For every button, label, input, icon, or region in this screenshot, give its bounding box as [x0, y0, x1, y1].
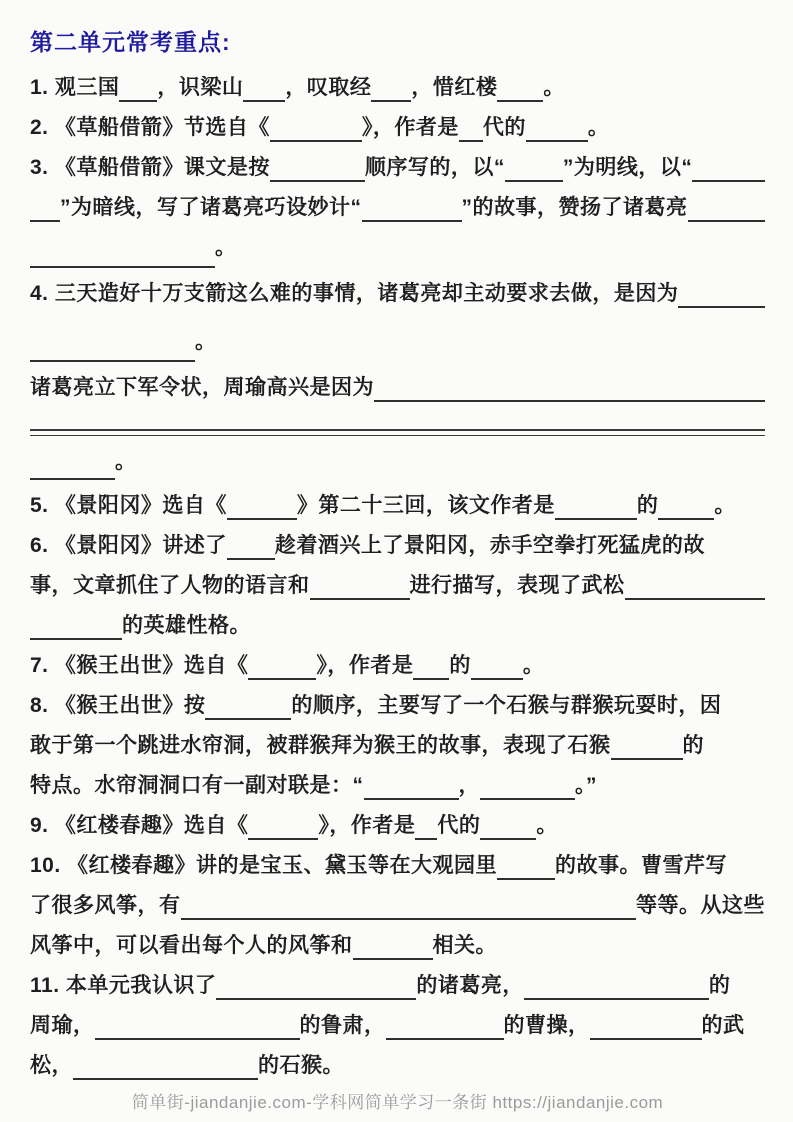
line-q4-l1: [30, 274, 765, 314]
text-segment: 顺序写的，以“: [364, 156, 505, 179]
text-segment: 代的: [437, 814, 481, 837]
text-segment: 代的: [482, 116, 526, 139]
line-answer-tail: [30, 442, 765, 486]
line-q8-l2: [30, 726, 765, 766]
line-q7: [30, 646, 765, 686]
text-segment: ”为暗线，写了诸葛亮巧设妙计“: [60, 196, 362, 219]
text-segment: 8. 《猴王出世》按: [30, 694, 206, 717]
text-segment: 7. 《猴王出世》选自《: [30, 654, 249, 677]
text-segment: 3. 《草船借箭》课文是按: [30, 156, 270, 179]
text-segment: 了很多风筝，有: [30, 894, 181, 917]
line-q11-l3: [30, 1046, 765, 1086]
line-q1: [30, 68, 765, 108]
blank-field: [30, 266, 215, 268]
text-segment: 。: [536, 814, 558, 837]
text-segment: 的顺序，主要写了一个石猴与群猴玩耍时，因: [291, 694, 722, 717]
line-q11-l2: [30, 1006, 765, 1046]
blank-field: [30, 429, 765, 436]
line-q6-l3: [30, 606, 765, 646]
text-segment: 。: [195, 330, 217, 353]
blank-field: [362, 220, 462, 222]
text-segment: 4. 三天造好十万支箭这么难的事情，诸葛亮却主动要求去做，是因为: [30, 282, 679, 305]
text-segment: 9. 《红楼春趣》选自《: [30, 814, 249, 837]
blank-field: [625, 598, 766, 600]
blank-field: [73, 1078, 258, 1080]
blank-field: [227, 518, 297, 520]
line-answer-rule: [30, 420, 765, 442]
blank-field: [248, 838, 318, 840]
line-q3-l3: [30, 228, 765, 274]
text-segment: 的故事。曹雪芹写: [555, 854, 728, 877]
text-segment: 趁着酒兴上了景阳冈，赤手空拳打死猛虎的故: [274, 534, 705, 557]
blank-field: [692, 180, 765, 182]
text-segment: ，识梁山: [157, 76, 244, 99]
blank-field: [374, 400, 765, 402]
blank-field: [30, 638, 122, 640]
blank-field: [181, 918, 637, 920]
blank-field: [270, 180, 365, 182]
text-segment: 的: [708, 974, 731, 997]
line-q4-l2: [30, 322, 765, 368]
blank-field: [555, 518, 637, 520]
line-q10-l2: [30, 886, 765, 926]
text-segment: 的: [682, 734, 704, 757]
text-segment: ”为明线，以“: [562, 156, 693, 179]
line-q11-l1: [30, 966, 765, 1006]
line-q9: [30, 806, 765, 846]
text-segment: 事，文章抓住了人物的语言和: [30, 574, 310, 597]
blank-field: [353, 958, 433, 960]
line-q10-l3: [30, 926, 765, 966]
blank-field: [205, 718, 291, 720]
text-segment: 1. 观三国: [30, 76, 120, 99]
blank-field: [459, 140, 483, 142]
blank-field: [386, 1038, 504, 1040]
blank-field: [270, 140, 362, 142]
text-segment: 》，作者是: [318, 814, 416, 837]
text-segment: 。: [215, 236, 237, 259]
text-segment: 6. 《景阳冈》讲述了: [30, 534, 227, 557]
blank-field: [95, 1038, 300, 1040]
line-q3-l1: [30, 148, 765, 188]
text-segment: 。: [587, 116, 610, 139]
text-segment: 。: [522, 654, 545, 677]
text-segment: 。: [543, 76, 565, 99]
text-segment: 2. 《草船借箭》节选自《: [30, 116, 270, 139]
text-segment: 的武: [701, 1014, 745, 1037]
blank-field: [30, 220, 60, 222]
line-q4-l3: [30, 368, 765, 408]
document-body: [30, 68, 765, 1086]
text-segment: 的英雄性格。: [122, 614, 251, 637]
text-segment: 相关。: [432, 934, 497, 957]
blank-field: [658, 518, 714, 520]
text-segment: 进行描写，表现了武松: [409, 574, 625, 597]
text-segment: ，叹取经: [285, 76, 372, 99]
text-segment: 的石猴。: [258, 1054, 344, 1077]
blank-field: [243, 100, 285, 102]
text-segment: 的曹操，: [503, 1014, 590, 1037]
blank-field: [590, 1038, 702, 1040]
text-segment: 诸葛亮立下军令状，周瑜高兴是因为: [30, 376, 374, 399]
text-segment: ，惜红楼: [411, 76, 498, 99]
blank-field: [471, 678, 523, 680]
line-q8-l1: [30, 686, 765, 726]
line-q6-l1: [30, 526, 765, 566]
page-title: 第二单元常考重点:: [30, 29, 231, 55]
blank-field: [413, 678, 449, 680]
blank-field: [480, 838, 536, 840]
text-segment: ”的故事，赞扬了诸葛亮: [461, 196, 688, 219]
line-q6-l2: [30, 566, 765, 606]
blank-field: [526, 140, 588, 142]
blank-field: [678, 306, 765, 308]
text-segment: 的: [636, 494, 659, 517]
blank-field: [364, 798, 459, 800]
footer-watermark: 简单街-jiandanjie.com-学科网简单学习一条街 https://jiandanjie.com: [131, 1093, 664, 1112]
text-segment: 。: [115, 450, 137, 473]
text-segment: 的诸葛亮，: [416, 974, 524, 997]
text-segment: 风筝中，可以看出每个人的风筝和: [30, 934, 353, 957]
blank-field: [611, 758, 683, 760]
text-segment: 的: [449, 654, 471, 677]
text-segment: 。”: [575, 774, 597, 797]
blank-field: [30, 360, 195, 362]
blank-field: [30, 478, 115, 480]
blank-field: [119, 100, 157, 102]
text-segment: 11. 本单元我认识了: [30, 974, 217, 997]
blank-field: [505, 180, 563, 182]
blank-field: [688, 220, 766, 222]
text-segment: 等等。从这些: [636, 894, 765, 917]
text-segment: 》，作者是: [361, 116, 459, 139]
line-q3-l2: [30, 188, 765, 228]
blank-field: [415, 838, 437, 840]
text-segment: ，: [458, 774, 480, 797]
line-q8-l3: [30, 766, 765, 806]
blank-field: [227, 558, 275, 560]
blank-field: [480, 798, 575, 800]
text-segment: 5. 《景阳冈》选自《: [30, 494, 227, 517]
text-segment: 的鲁肃，: [299, 1014, 386, 1037]
blank-field: [248, 678, 316, 680]
line-q10-l1: [30, 846, 765, 886]
text-segment: 敢于第一个跳进水帘洞，被群猴拜为猴王的故事，表现了石猴: [30, 734, 611, 757]
text-segment: 周瑜，: [30, 1014, 95, 1037]
text-segment: 》第二十三回，该文作者是: [296, 494, 555, 517]
text-segment: 》，作者是: [316, 654, 414, 677]
blank-field: [371, 100, 411, 102]
blank-field: [216, 998, 416, 1000]
blank-field: [524, 998, 709, 1000]
blank-field: [310, 598, 410, 600]
line-q2: [30, 108, 765, 148]
text-segment: 松，: [30, 1054, 73, 1077]
line-q5: [30, 486, 765, 526]
blank-field: [497, 100, 543, 102]
text-segment: 。: [714, 494, 736, 517]
text-segment: 特点。水帘洞洞口有一副对联是：“: [30, 774, 364, 797]
text-segment: 10. 《红楼春趣》讲的是宝玉、黛玉等在大观园里: [30, 854, 498, 877]
blank-field: [497, 878, 555, 880]
